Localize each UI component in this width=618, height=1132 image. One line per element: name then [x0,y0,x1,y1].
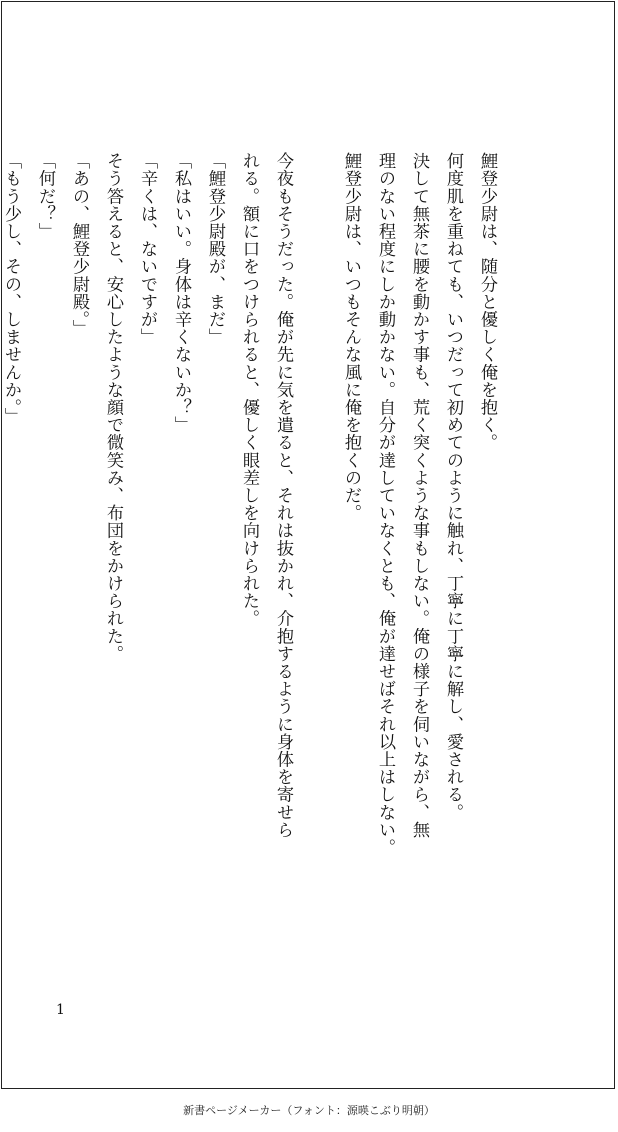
dialogue-line: 「あの、鯉登少尉殿。」 [69,152,89,337]
blank-line [300,152,334,912]
page-frame [1,1,615,1089]
text-line: 今夜もそうだった。俺が先に気を遣ると、それは抜かれ、介抱するように身体を寄せら [273,152,293,839]
text-line: 理のない程度にしか動かない。自分が達していなくとも、俺が達せばそれ以上はしない。 [375,152,395,856]
footer-credit: 新書ページメーカー（フォント：源暎こぶり明朝） [183,1104,435,1117]
text-line: 鯉登少尉は、随分と優しく俺を抱く。 [477,152,497,452]
text-line: れる。額に口をつけられると、優しく眼差しを向けられた。 [239,152,259,628]
vertical-text-body [0,152,504,912]
dialogue-line: 「もう少し、その、しませんか。」 [1,152,21,425]
dialogue-line: 「辛くは、ないですが」 [137,152,157,346]
text-line: 鯉登少尉は、いつもそんな風に俺を抱くのだ。 [341,152,361,522]
dialogue-line: 「私はいい。身体は辛くないか？」 [171,152,191,434]
text-line: そう答えると、安心したような顔で微笑み、布団をかけられた。 [103,152,123,663]
dialogue-line: 「何だ？」 [35,152,55,240]
text-line: 何度肌を重ねても、いつだって初めてのように触れ、丁寧に丁寧に解し、愛される。 [443,152,463,821]
text-line: 決して無茶に腰を動かす事も、荒く突くような事もしない。俺の様子を伺いながら、無 [409,152,429,839]
page-number: 1 [56,1002,65,1018]
dialogue-line: 「鯉登少尉殿が、まだ」 [205,152,225,346]
